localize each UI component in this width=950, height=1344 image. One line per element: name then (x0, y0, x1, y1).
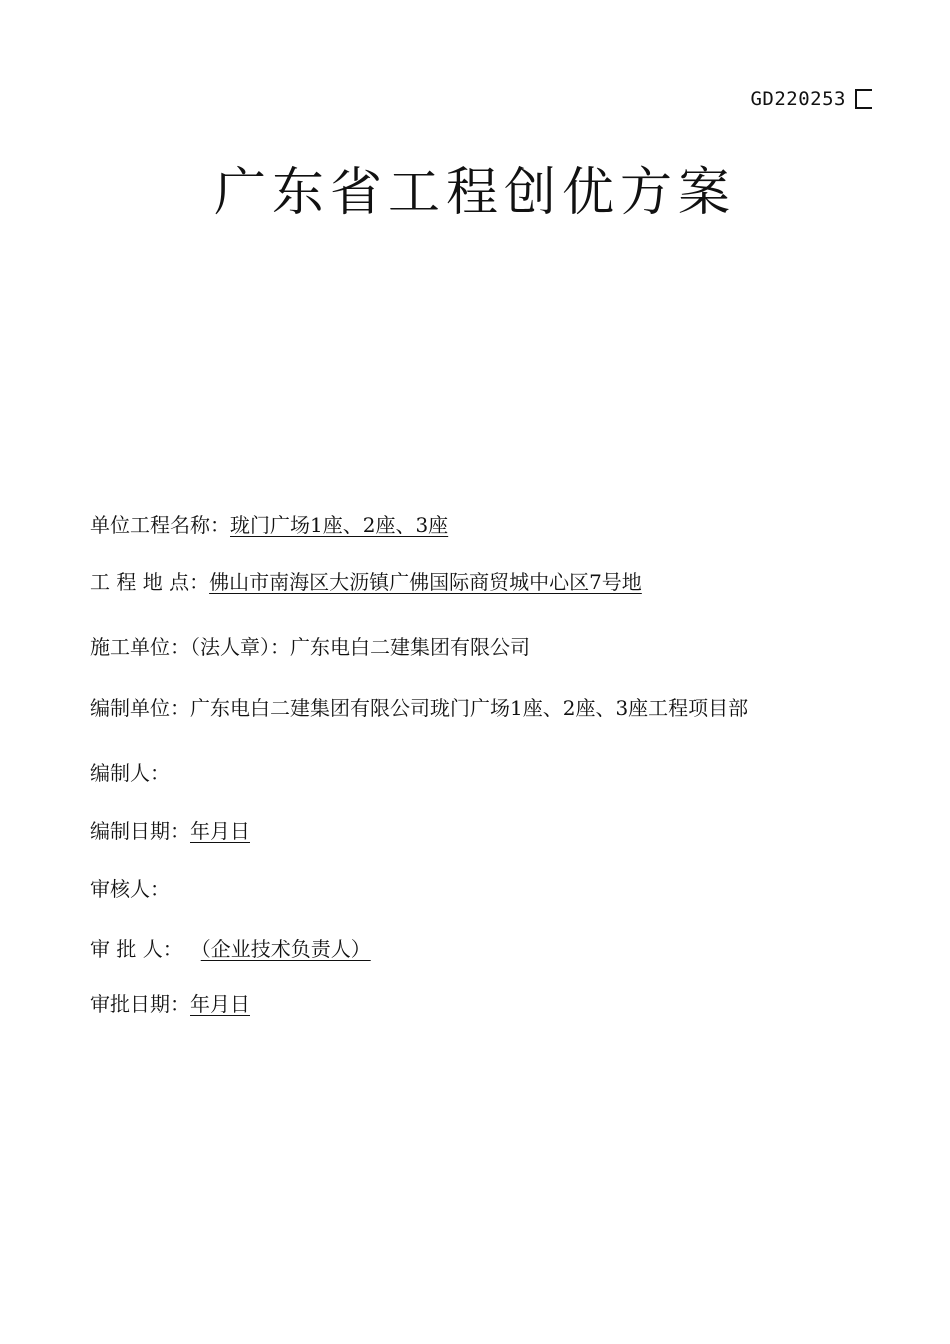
compile-date-row (90, 817, 250, 845)
reviewer-label: 审核人： (90, 877, 170, 901)
page-title: 广东省工程创优方案 (213, 163, 736, 223)
compiler-row (90, 759, 170, 787)
approve-date-label: 审批日期： (90, 992, 190, 1016)
approve-date-value: 年月日 (190, 992, 250, 1016)
compiler-unit-value: 广东电白二建集团有限公司珑门广场1座、2座、3座工程项目部 (190, 696, 749, 720)
unit-project-label: 单位工程名称： (90, 513, 230, 537)
contractor-row (90, 633, 530, 661)
compile-date-value: 年月日 (190, 819, 250, 843)
unit-project-row (90, 511, 448, 539)
approve-date-row (90, 990, 250, 1018)
approver-value: （企业技术负责人） (200, 937, 371, 961)
contractor-value: （法人章）：广东电白二建集团有限公司 (190, 635, 530, 659)
compiler-unit-row (90, 694, 748, 722)
document-code (750, 88, 872, 110)
location-value: 佛山市南海区大沥镇广佛国际商贸城中心区7号地 (209, 570, 642, 594)
location-label: 工 程 地 点： (90, 570, 210, 594)
compiler-unit-label: 编制单位： (90, 696, 190, 720)
document-code-text: GD220253 (750, 88, 846, 110)
approver-row (90, 935, 371, 963)
compile-date-label: 编制日期： (90, 819, 190, 843)
approver-label: 审 批 人： (90, 937, 183, 961)
contractor-label: 施工单位： (90, 635, 190, 659)
bracket-mark-icon (852, 89, 872, 109)
reviewer-row (90, 875, 170, 903)
location-row (90, 568, 642, 596)
compiler-label: 编制人： (90, 761, 170, 785)
unit-project-value: 珑门广场1座、2座、3座 (230, 513, 449, 537)
